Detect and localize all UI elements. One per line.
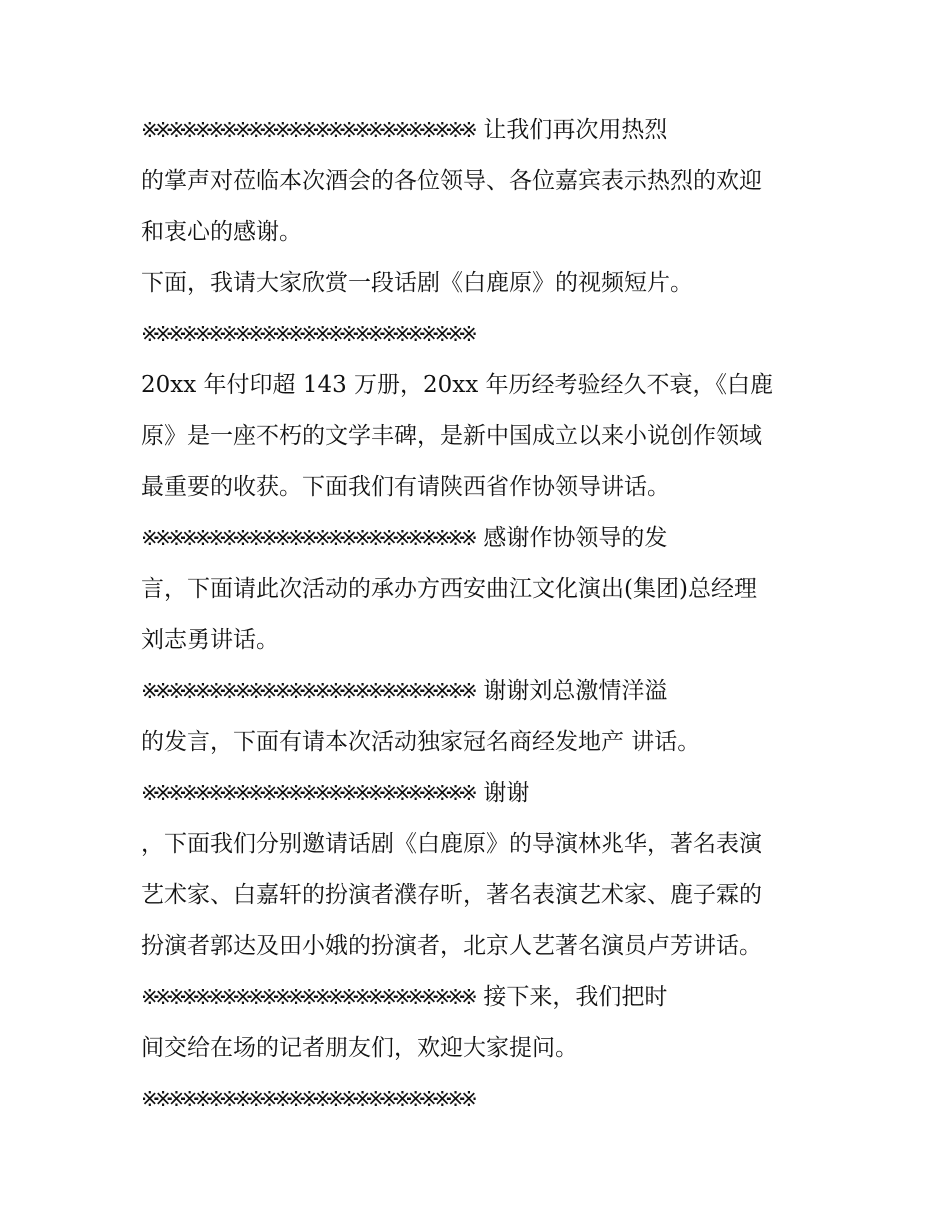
line-text: 原》是一座不朽的文学丰碑，是新中国成立以来小说创作领域 <box>141 423 762 449</box>
text-line <box>141 977 821 1028</box>
line-text: ，下面我们分别邀请话剧《白鹿原》的导演林兆华，著名表演 <box>141 831 762 857</box>
reference-marks: ※※※※※※※※※※※※※※※※※※※※※※※※※ <box>141 322 474 346</box>
text-line <box>141 671 821 722</box>
text-line <box>141 773 821 824</box>
line-text: 感谢作协领导的发 <box>483 525 668 551</box>
line-text: 谢谢 <box>483 780 530 806</box>
text-line <box>141 161 821 212</box>
line-text: 接下来，我们把时 <box>483 984 668 1010</box>
text-line <box>141 875 821 926</box>
reference-marks: ※※※※※※※※※※※※※※※※※※※※※※※※※ <box>141 526 474 550</box>
reference-marks: ※※※※※※※※※※※※※※※※※※※※※※※※※ <box>141 679 474 703</box>
line-text: 最重要的收获。下面我们有请陕西省作协领导讲话。 <box>141 474 670 500</box>
line-text: 扮演者郭达及田小娥的扮演者，北京人艺著名演员卢芳讲话。 <box>141 933 762 959</box>
text-line <box>141 314 821 365</box>
text-line <box>141 1028 821 1079</box>
text-line <box>141 263 821 314</box>
line-text: 言，下面请此次活动的承办方西安曲江文化演出(集团)总经理 <box>141 576 757 602</box>
line-text: 20xx 年付印超 143 万册，20xx 年历经考验经久不衰，《白鹿 <box>141 372 774 398</box>
line-text: 让我们再次用热烈 <box>483 117 668 143</box>
text-line <box>141 467 821 518</box>
text-line <box>141 620 821 671</box>
line-text: 下面，我请大家欣赏一段话剧《白鹿原》的视频短片。 <box>141 270 693 296</box>
text-line <box>141 212 821 263</box>
text-line <box>141 416 821 467</box>
document-body <box>141 110 821 1130</box>
line-text: 艺术家、白嘉轩的扮演者濮存昕，著名表演艺术家、鹿子霖的 <box>141 882 762 908</box>
text-line <box>141 365 821 416</box>
text-line <box>141 1079 821 1130</box>
text-line <box>141 110 821 161</box>
line-text: 和衷心的感谢。 <box>141 219 302 245</box>
line-text: 刘志勇讲话。 <box>141 627 279 653</box>
reference-marks: ※※※※※※※※※※※※※※※※※※※※※※※※※ <box>141 985 474 1009</box>
reference-marks: ※※※※※※※※※※※※※※※※※※※※※※※※※ <box>141 1087 474 1111</box>
reference-marks: ※※※※※※※※※※※※※※※※※※※※※※※※※ <box>141 781 474 805</box>
text-line <box>141 722 821 773</box>
text-line <box>141 824 821 875</box>
text-line <box>141 518 821 569</box>
text-line <box>141 926 821 977</box>
text-line <box>141 569 821 620</box>
line-text: 谢谢刘总激情洋溢 <box>483 678 668 704</box>
line-text: 间交给在场的记者朋友们，欢迎大家提问。 <box>141 1035 578 1061</box>
line-text: 的掌声对莅临本次酒会的各位领导、各位嘉宾表示热烈的欢迎 <box>141 168 762 194</box>
line-text: 的发言，下面有请本次活动独家冠名商经发地产 讲话。 <box>141 729 701 755</box>
reference-marks: ※※※※※※※※※※※※※※※※※※※※※※※※※ <box>141 118 474 142</box>
